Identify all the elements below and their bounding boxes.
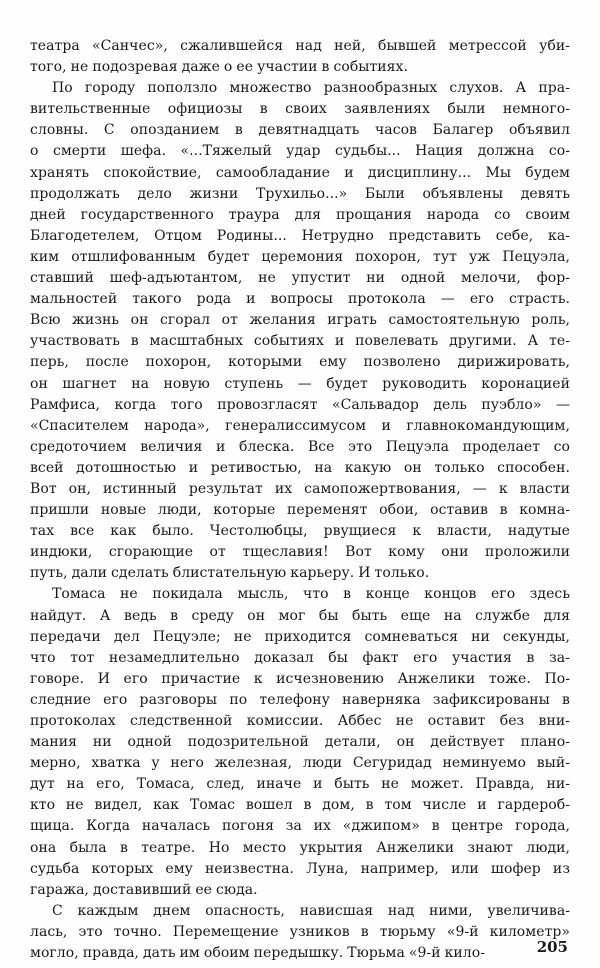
text-line: участвовать в масштабных событиях и повелевать другими. А те- (30, 333, 570, 350)
text-line: перь, после похорон, которыми ему позволено дирижировать, (30, 354, 570, 371)
text-line: о смерти шефа. «...Тяжелый удар судьбы... Нация должна со- (30, 143, 570, 160)
text-line: пришли новые люди, которые переменят обои, оставив в комна- (30, 502, 570, 519)
paragraph (30, 901, 570, 964)
text-line: По городу поползло множество разнообразных слухов. А пра- (52, 80, 570, 97)
text-line: продолжать дело жизни Трухильо...» Были объявлены девять (30, 185, 570, 202)
text-line: ставший шеф-адъютантом, не упустит ни одной мелочи, фор- (30, 270, 570, 287)
text-line: Вот он, истинный результат их самопожертвования, — к власти (30, 480, 570, 497)
text-line: протоколах следственной комиссии. Аббес не оставит без вни- (30, 713, 570, 729)
text-line: театра «Санчес», сжалившейся над ней, бывшей метрессой уби- (30, 38, 570, 54)
text-line: ким отшлифованным будет церемония похорон, тут уж Пецуэла, (30, 248, 570, 265)
main-text (30, 36, 570, 964)
text-line: «Спасителем народа», генералиссимусом и главнокомандующим, (30, 417, 570, 434)
text-line: средоточием величия и блеска. Все это Пецуэла проделает со (30, 438, 570, 455)
text-line: С каждым днем опасность, нависшая над ними, увеличива- (52, 902, 570, 919)
paragraph (30, 36, 570, 78)
text-line: передачи дел Пецуэле; не приходится сомневаться ни секунды, (30, 628, 570, 645)
page-number: 205 (536, 938, 568, 956)
text-line: Рамфиса, когда того провозгласят «Сальвадор дель пуэбло» — (30, 396, 570, 413)
text-line: словны. С опозданием в девятнадцать часов Балагер объявил (30, 122, 570, 139)
text-line: следние его разговоры по телефону наверняка зафиксированы в (30, 691, 570, 708)
text-line: щица. Когда началась погоня за их «джипом» в центре города, (30, 818, 570, 835)
text-line: дут на его, Томаса, след, иначе и быть не может. Правда, ни- (30, 776, 570, 793)
text-line: гаража, доставивший ее сюда. (30, 881, 258, 898)
text-line: дней государственного траура для прощания народа со своим (30, 206, 570, 223)
text-line: судьба которых ему неизвестна. Луна, например, или шофер из (30, 860, 570, 877)
text-line: мерно, хватка у него железная, люди Сегуридад неминуемо вый- (30, 755, 570, 772)
text-line: кто не видел, как Томас вошел в дом, в том числе и гардероб- (30, 797, 570, 814)
text-line: лась, это точно. Перемещение узников в тюрьму «9-й километр» (30, 923, 570, 940)
text-line: Всю жизнь он сгорал от желания играть самостоятельную роль, (30, 312, 570, 329)
text-line: вительственные официозы в своих заявлениях были немного- (30, 101, 570, 118)
text-line: что тот незамедлительно доказал бы факт его участия в за- (30, 649, 570, 666)
text-line: мания ни одной подозрительной детали, он действует плано- (30, 734, 570, 751)
text-line: хранять спокойствие, самообладание и дисциплину... Мы будем (30, 164, 570, 181)
paragraph (30, 78, 570, 584)
text-line: Томаса не покидала мысль, что в конце концов его здесь (52, 586, 570, 603)
text-line: Благодетелем, Отцом Родины... Нетрудно представить себе, ка- (30, 227, 570, 244)
text-line: мальностей такого рода и вопросы протокола — его страсть. (30, 291, 570, 308)
text-line: всей дотошностью и ретивостью, на какую он только способен. (30, 459, 570, 476)
text-line: индюки, сгорающие от тщеславия! Вот кому они проложили (30, 544, 570, 561)
text-line: найдут. А ведь в среду он мог бы быть еще на службе для (30, 607, 570, 624)
text-line: он шагнет на новую ступень — будет руководить коронацией (30, 375, 570, 392)
text-line: путь, дали сделать блистательную карьеру. И только. (30, 565, 430, 582)
paragraph (30, 584, 570, 900)
text-line: того, не подозревая даже о ее участии в событиях. (30, 59, 409, 76)
text-line: тах все как было. Честолюбцы, рвущиеся к власти, надутые (30, 523, 570, 540)
text-line: могло, правда, дать им обоим передышку. Тюрьма «9-й кило- (30, 945, 485, 962)
text-line: она была в театре. Но место укрытия Анжелики знают люди, (30, 839, 570, 856)
text-line: говоре. И его причастие к исчезновению Анжелики тоже. По- (30, 670, 570, 687)
